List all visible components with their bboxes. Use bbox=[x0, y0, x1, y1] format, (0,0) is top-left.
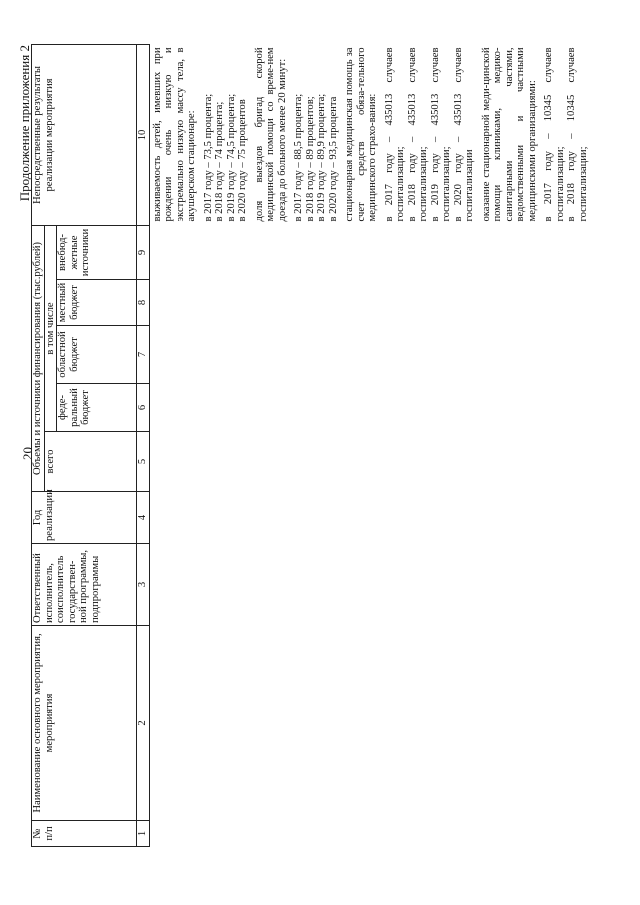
result-line: в 2020 году – 435013 случаев госпитализации bbox=[452, 47, 475, 222]
colnum: 9 bbox=[137, 225, 150, 279]
result-line: стационарная медицинская помощь за счет средств обяза-тельного медицинского страхо-вания: bbox=[344, 47, 378, 222]
colnum: 1 bbox=[137, 821, 150, 847]
result-line: доля выездов бригад скорой медицинской помощи со време-нем доезда до больного менее 20 минут: bbox=[253, 47, 288, 222]
header-funding: Объемы и источники финансирования (тыс.рублей) bbox=[32, 225, 45, 491]
header-incl: в том числе bbox=[44, 225, 57, 431]
result-line: выживаемость детей, имевших при рождении очень низкую и экстремально низкую массу тела, в акушерском стационаре: bbox=[151, 47, 197, 222]
header-regional: областной бюджет bbox=[57, 326, 137, 384]
header-federal: феде-ральный бюджет bbox=[57, 384, 137, 432]
result-block bbox=[152, 47, 198, 221]
colnum: 8 bbox=[137, 280, 150, 326]
result-line: в 2018 году – 435013 случаев госпитализации; bbox=[406, 47, 429, 222]
result-block bbox=[481, 47, 539, 221]
colnum: 4 bbox=[137, 492, 150, 544]
colnum: 10 bbox=[137, 44, 150, 225]
header-number: № п/п bbox=[32, 821, 137, 847]
result-block bbox=[254, 47, 289, 221]
header-name: Наименование основного мероприятия, мероприятия bbox=[32, 626, 137, 821]
appendix-note: Продолжение приложения 2 bbox=[17, 45, 32, 202]
colnum: 5 bbox=[137, 432, 150, 492]
header-local: местный бюджет bbox=[57, 280, 137, 326]
header-year: Год реализации bbox=[32, 492, 137, 544]
result-line: в 2019 году – 74,5 процента; bbox=[225, 93, 237, 222]
result-line: в 2017 году – 435013 случаев госпитализации; bbox=[383, 47, 406, 222]
colnum: 6 bbox=[137, 384, 150, 432]
result-line: в 2017 году – 88,5 процента; bbox=[293, 93, 304, 222]
result-line: в 2020 году – 75 процентов bbox=[237, 99, 248, 222]
column-number-row bbox=[137, 44, 150, 846]
header-extra: внебюд-жетные источники bbox=[57, 225, 137, 279]
header-row-1 bbox=[32, 44, 45, 846]
funding-table bbox=[31, 44, 594, 847]
result-line: оказание стационарной меди-цинской помощи клиниками, медико-санитарными частями, ведомственными и частными медицинскими организациями: bbox=[480, 47, 538, 222]
result-line: в 2020 году – 93,5 процента bbox=[327, 96, 339, 222]
colnum: 2 bbox=[137, 626, 150, 821]
result-line: в 2017 году – 10345 случаев госпитализации; bbox=[543, 47, 566, 222]
result-line: в 2018 году – 10345 случаев госпитализации; bbox=[566, 47, 589, 222]
result-line: в 2019 году – 89,9 процента; bbox=[316, 93, 327, 222]
result-line: в 2017 году – 73,5 процента; bbox=[202, 93, 214, 222]
page-number: 20 bbox=[20, 447, 35, 460]
header-total: всего bbox=[44, 432, 137, 492]
table-row bbox=[149, 44, 594, 846]
header-executor: Ответственный исполнитель, соисполнитель государствен-ной программы, подпрограммы bbox=[32, 544, 137, 626]
result-line: в 2018 году – 89 процентов; bbox=[304, 96, 316, 222]
result-block bbox=[344, 47, 379, 221]
result-line: в 2019 году – 435013 случаев госпитализации; bbox=[429, 47, 452, 222]
header-results: Непосредственные результаты реализации мероприятия bbox=[32, 44, 137, 225]
result-line: в 2018 году – 74 процента; bbox=[214, 101, 225, 222]
colnum: 3 bbox=[137, 544, 150, 626]
colnum: 7 bbox=[137, 326, 150, 384]
results-cell bbox=[149, 44, 594, 225]
